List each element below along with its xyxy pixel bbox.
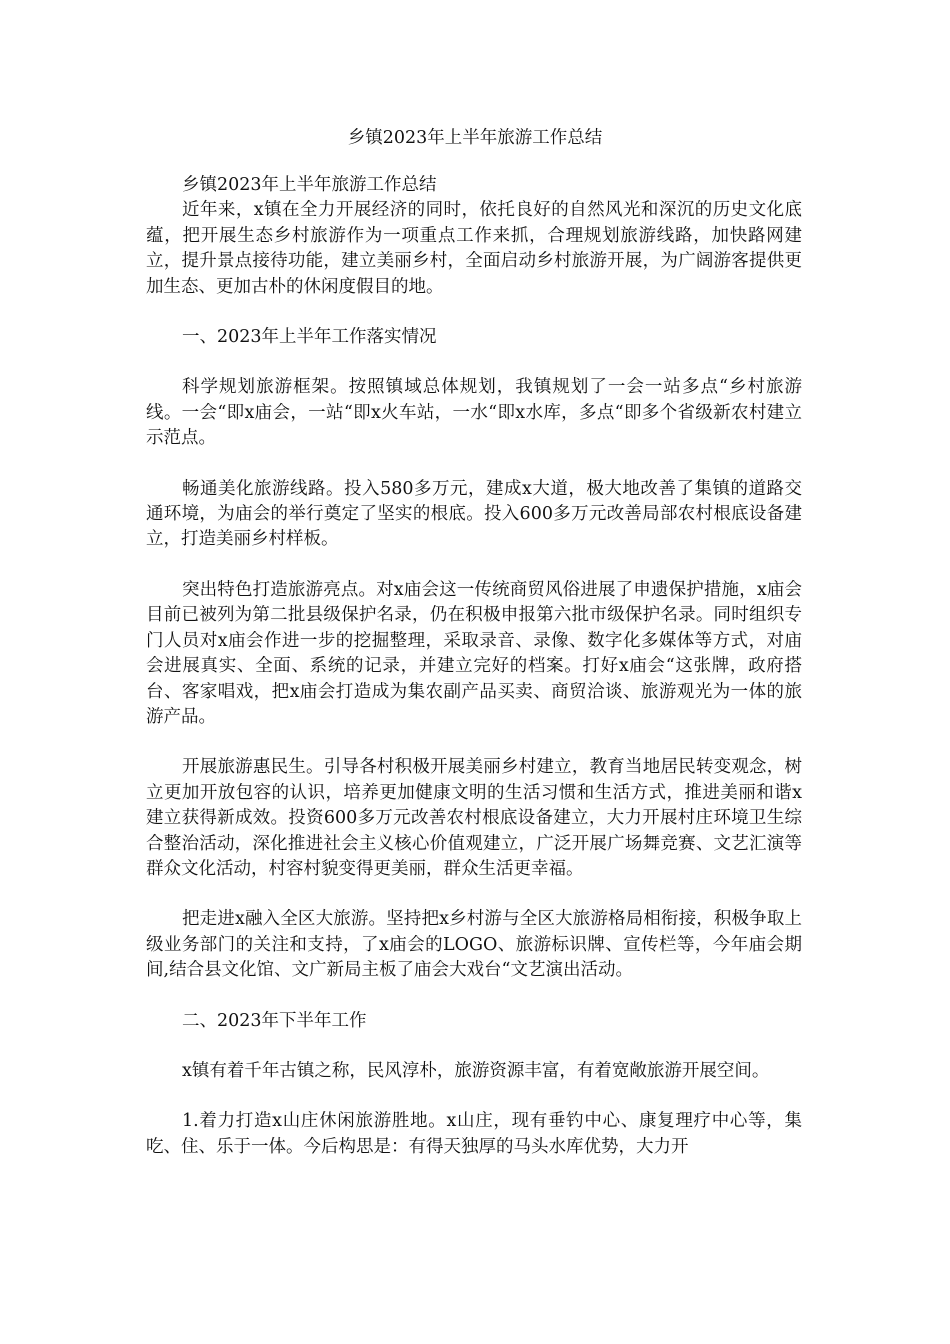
paragraph-resources: x镇有着千年古镇之称，民风淳朴，旅游资源丰富，有着宽敞旅游开展空间。 [182,1060,770,1081]
paragraph-intro: 近年来，x镇在全力开展经济的同时，依托良好的自然风光和深沉的历史文化底蕴，把开展生态乡村旅游作为一项重点工作来抓，合理规划旅游线路，加快路网建立，提升景点接待功能，建立美丽乡村，全面启动乡村旅游开展，为广阔游客提供更加生态、更加古朴的休闲度假目的地。 [146,200,802,297]
section-heading-2: 二、2023年下半年工作 [182,1010,367,1031]
document-body [146,173,802,1160]
paragraph-planning: 科学规划旅游框架。按照镇域总体规划，我镇规划了一会一站多点“乡村旅游线。一会“即x庙会，一站“即x火车站，一水“即x水库，多点“即多个省级新农村建立示范点。 [146,377,802,449]
paragraph-routes: 畅通美化旅游线路。投入580多万元，建成x大道，极大地改善了集镇的道路交通环境，为庙会的举行奠定了坚实的根底。投入600多万元改善局部农村根底设备建立，打造美丽乡村样板。 [146,478,802,550]
paragraph-integration: 把走进x融入全区大旅游。坚持把x乡村游与全区大旅游格局相衔接，积极争取上级业务部门的关注和支持，了x庙会的LOGO、旅游标识牌、宣传栏等，今年庙会期间,结合县文化馆、文广新局主板了庙会大戏台“文艺演出活动。 [146,909,802,981]
paragraph-subtitle: 乡镇2023年上半年旅游工作总结 [182,175,437,195]
paragraph-plan-item-1: 1.着力打造x山庄休闲旅游胜地。x山庄，现有垂钓中心、康复理疗中心等，集吃、住、乐于一体。今后构思是：有得天独厚的马头水库优势，大力开 [146,1111,802,1157]
paragraph-highlights: 突出特色打造旅游亮点。对x庙会这一传统商贸风俗进展了申遗保护措施，x庙会目前已被列为第二批县级保护名录，仍在积极申报第六批市级保护名录。同时组织专门人员对x庙会作进一步的挖掘整理，采取录音、录像、数字化多媒体等方式，对庙会进展真实、全面、系统的记录，并建立完好的档案。打好x庙会“这张牌，政府搭台、客家唱戏，把x庙会打造成为集农副产品买卖、商贸洽谈、旅游观光为一体的旅游产品。 [146,579,802,727]
section-heading-1: 一、2023年上半年工作落实情况 [182,327,437,348]
paragraph-livelihood: 开展旅游惠民生。引导各村积极开展美丽乡村建立，教育当地居民转变观念，树立更加开放包容的认识，培养更加健康文明的生活习惯和生活方式，推进美丽和谐x建立获得新成效。投资600多万元改善农村根底设备建立，大力开展村庄环境卫生综合整治活动，深化推进社会主义核心价值观建立，广泛开展广场舞竞赛、文艺汇演等群众文化活动，村容村貌变得更美丽，群众生活更幸福。 [146,757,802,879]
document-title: 乡镇2023年上半年旅游工作总结 [347,128,603,148]
